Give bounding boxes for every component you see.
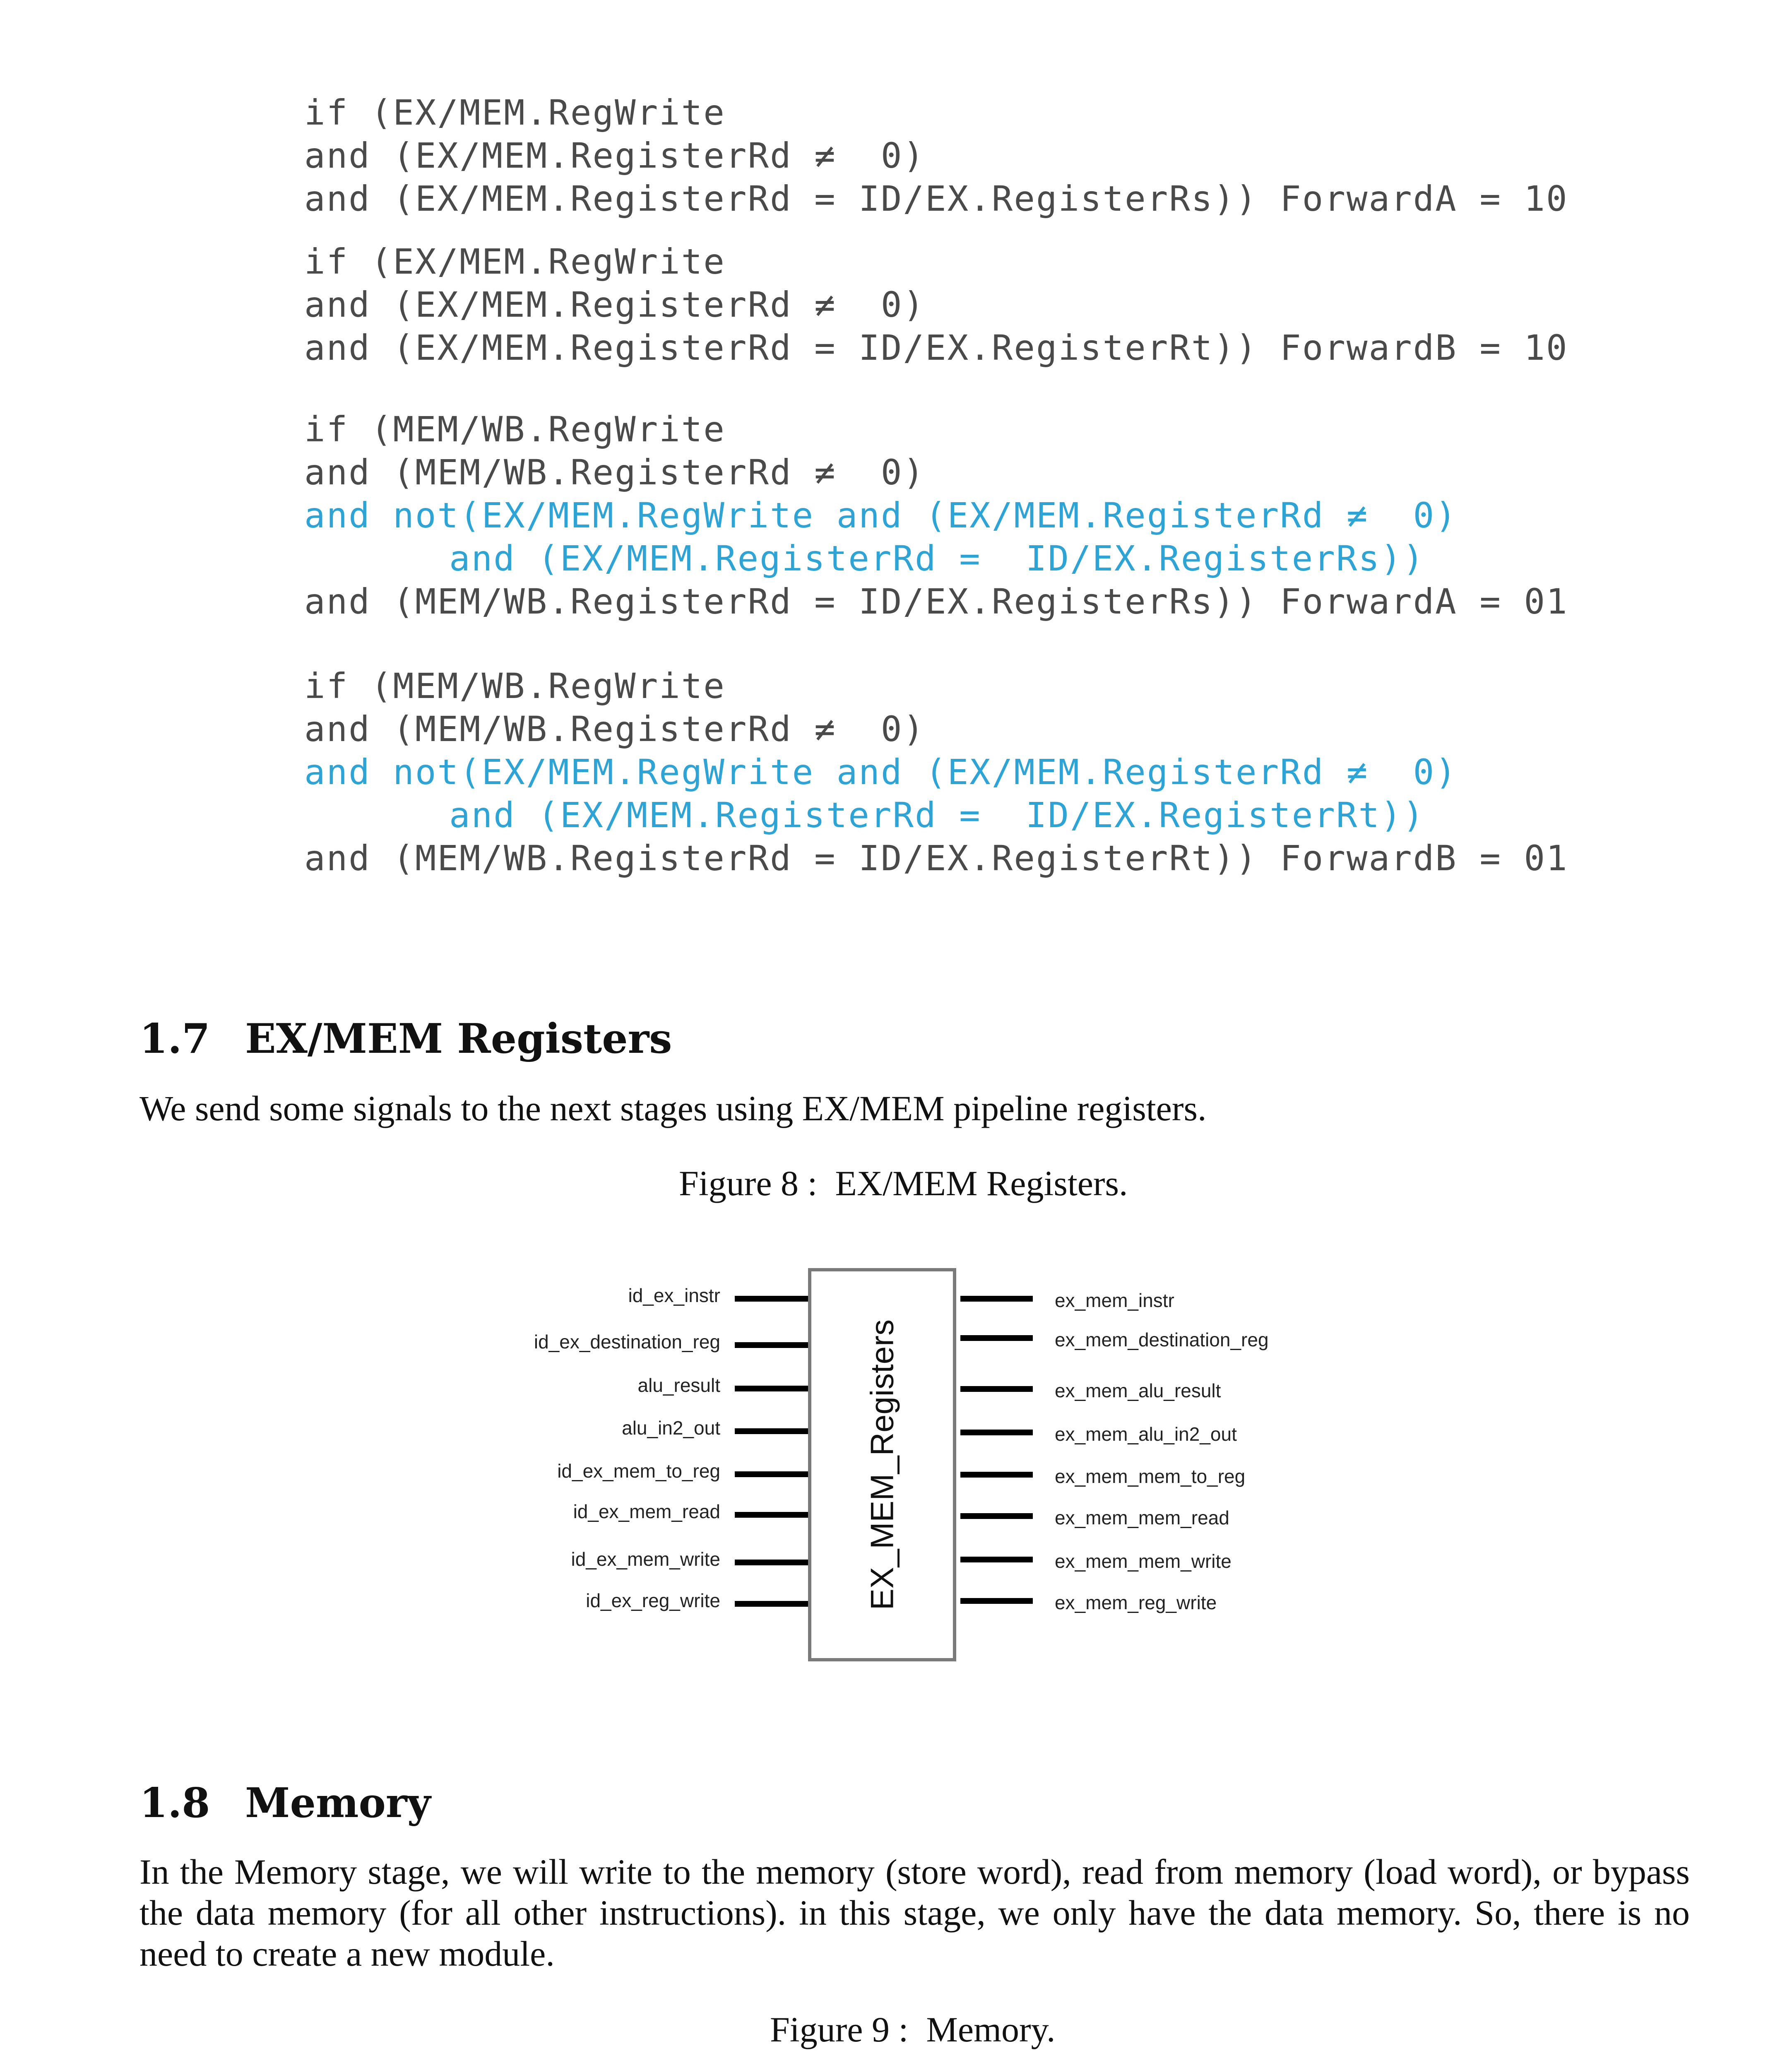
output-signal-label: ex_mem_reg_write xyxy=(1055,1592,1217,1613)
code-line: and (MEM/WB.RegisterRd = ID/EX.RegisterRs)) ForwardA = 01 xyxy=(304,581,1568,622)
code-line: and (MEM/WB.RegisterRd ≠ 0) xyxy=(304,709,926,749)
input-signal-label: id_ex_destination_reg xyxy=(534,1331,720,1353)
input-wire xyxy=(735,1428,808,1434)
code-block-forward-b-ex xyxy=(304,240,1568,369)
output-signal-label: ex_mem_mem_write xyxy=(1055,1550,1232,1572)
output-wire xyxy=(960,1430,1033,1435)
code-line: and not(EX/MEM.RegWrite and (EX/MEM.RegisterRd ≠ 0) xyxy=(304,752,1458,792)
section-title: EX/MEM Registers xyxy=(245,1015,672,1063)
input-wire xyxy=(735,1386,808,1391)
input-signal-label: id_ex_instr xyxy=(628,1285,720,1306)
code-block-forward-a-ex xyxy=(304,91,1568,220)
ex-mem-registers-label: EX_MEM_Registers xyxy=(864,1319,900,1610)
code-line: if (EX/MEM.RegWrite xyxy=(304,92,726,133)
code-line: and (EX/MEM.RegisterRd = ID/EX.RegisterRs)) ForwardA = 10 xyxy=(304,178,1568,219)
input-signal-label: alu_in2_out xyxy=(622,1417,720,1439)
code-block-forward-a-mem xyxy=(304,408,1568,623)
code-line: and (MEM/WB.RegisterRd ≠ 0) xyxy=(304,452,926,493)
section-heading-1-8 xyxy=(140,1779,431,1827)
output-signal-label: ex_mem_alu_in2_out xyxy=(1055,1423,1237,1445)
code-block-forward-b-mem xyxy=(304,664,1568,880)
code-line: and (MEM/WB.RegisterRd = ID/EX.RegisterRt)) ForwardB = 01 xyxy=(304,838,1568,879)
code-line: and (EX/MEM.RegisterRd = ID/EX.RegisterRs)) xyxy=(449,538,1425,579)
input-signal-label: alu_result xyxy=(637,1374,720,1396)
section-1-8-body: In the Memory stage, we will write to the memory (store word), read from memory (load word), or bypass the data memory (for all other instructions). in this stage, we only have the data memory. So, there is no need to create a new module. xyxy=(140,1852,1690,1974)
output-wire xyxy=(960,1598,1033,1604)
input-wire xyxy=(735,1342,808,1348)
output-wire xyxy=(960,1557,1033,1562)
output-wire xyxy=(960,1513,1033,1519)
output-signal-label: ex_mem_mem_to_reg xyxy=(1055,1466,1246,1487)
code-line: if (EX/MEM.RegWrite xyxy=(304,241,726,282)
output-wire xyxy=(960,1472,1033,1478)
code-line: if (MEM/WB.RegWrite xyxy=(304,409,726,450)
output-wire xyxy=(960,1335,1033,1341)
figure-9-caption: Figure 9 : Memory. xyxy=(770,2010,1056,2049)
code-line: and (EX/MEM.RegisterRd = ID/EX.RegisterRt)) ForwardB = 10 xyxy=(304,327,1568,368)
input-wire xyxy=(735,1512,808,1518)
code-line: and (EX/MEM.RegisterRd ≠ 0) xyxy=(304,135,926,176)
section-1-7-body: We send some signals to the next stages using EX/MEM pipeline registers. xyxy=(140,1088,1207,1128)
section-title: Memory xyxy=(245,1779,431,1827)
input-wire xyxy=(735,1296,808,1302)
output-signal-label: ex_mem_mem_read xyxy=(1055,1507,1229,1528)
output-signal-label: ex_mem_instr xyxy=(1055,1290,1174,1311)
input-signal-label: id_ex_reg_write xyxy=(586,1590,720,1611)
figure-8-caption: Figure 8 : EX/MEM Registers. xyxy=(679,1163,1128,1203)
input-signal-label: id_ex_mem_to_reg xyxy=(557,1460,720,1482)
output-signal-label: ex_mem_destination_reg xyxy=(1055,1329,1269,1350)
code-line: if (MEM/WB.RegWrite xyxy=(304,666,726,706)
output-signal-label: ex_mem_alu_result xyxy=(1055,1380,1221,1401)
section-heading-1-7 xyxy=(140,1015,672,1063)
input-wire xyxy=(735,1601,808,1607)
output-wire xyxy=(960,1386,1033,1392)
code-line: and not(EX/MEM.RegWrite and (EX/MEM.RegisterRd ≠ 0) xyxy=(304,495,1458,536)
section-number: 1.8 xyxy=(140,1779,210,1827)
section-number: 1.7 xyxy=(140,1015,210,1063)
input-wire xyxy=(735,1560,808,1565)
input-signal-label: id_ex_mem_read xyxy=(573,1501,720,1522)
input-wire xyxy=(735,1471,808,1477)
output-wire xyxy=(960,1296,1033,1302)
input-signal-label: id_ex_mem_write xyxy=(571,1548,720,1570)
code-line: and (EX/MEM.RegisterRd ≠ 0) xyxy=(304,284,926,325)
code-line: and (EX/MEM.RegisterRd = ID/EX.RegisterRt)) xyxy=(449,795,1425,835)
